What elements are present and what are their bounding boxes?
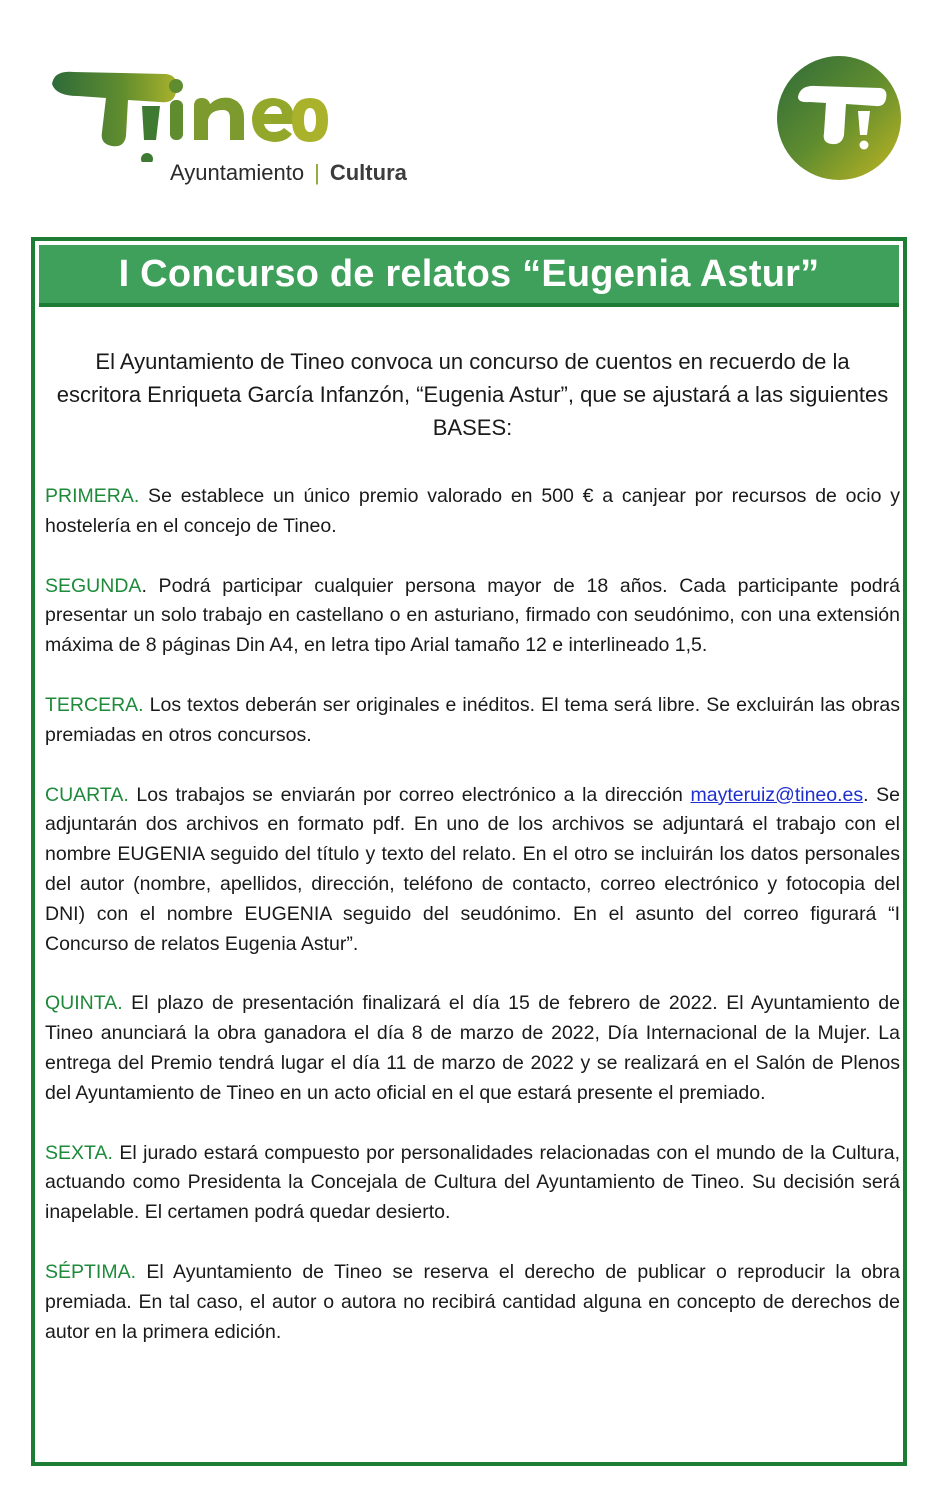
page-header xyxy=(0,0,934,230)
clause-label: TERCERA. xyxy=(45,693,144,716)
email-link[interactable]: mayteruiz@tineo.es xyxy=(690,783,864,806)
clause-text: . Podrá participar cualquier persona mayor de 18 años. Cada participante podrá presentar un solo trabajo en castellano o en asturiano, firmado con seudónimo, con una extensión máxima de 8 páginas Din A4, en letra tipo Arial tamaño 12 e interlineado 1,5. xyxy=(45,574,900,657)
clause-text: Los textos deberán ser originales e inéditos. El tema será libre. Se excluirán las obras premiadas en otros concursos. xyxy=(45,693,900,746)
title-bar xyxy=(39,245,899,307)
clause-septima xyxy=(45,1258,900,1347)
tineo-badge-icon xyxy=(776,55,902,181)
logo-subtitle-right: Cultura xyxy=(329,160,407,185)
logo-subtitle xyxy=(170,160,407,186)
clause-label: SEXTA. xyxy=(45,1141,113,1164)
rules-content xyxy=(45,345,900,1377)
contest-rules-frame xyxy=(31,237,907,1466)
clause-tercera xyxy=(45,691,900,751)
clause-cuarta xyxy=(45,781,900,960)
clause-text: El plazo de presentación finalizará el día 15 de febrero de 2022. El Ayuntamiento de Tineo anunciará la obra ganadora el día 8 de marzo de 2022, Día Internacional de la Mujer. La entrega del Premio tendrá lugar el día 11 de marzo de 2022 y se realizará en el Salón de Plenos del Ayuntamiento de Tineo en un acto oficial en el que estará presente el premiado. xyxy=(45,992,900,1104)
clause-label: QUINTA. xyxy=(45,992,123,1015)
clause-label: SEGUNDA xyxy=(45,574,142,597)
clause-text: El jurado estará compuesto por personalidades relacionadas con el mundo de la Cultura, actuando como Presidenta la Concejala de Cultura del Ayuntamiento de Tineo. Su decisión será inapelable. El certamen podrá quedar desierto. xyxy=(45,1141,900,1224)
clause-primera xyxy=(45,482,900,542)
clause-text: . Se adjuntarán dos archivos en formato pdf. En uno de los archivos se adjuntará el trabajo con el nombre EUGENIA seguido del título y texto del relato. En el otro se incluirán los datos personales del autor (nombre, apellidos, dirección, teléfono de contacto, correo electrónico y fotocopia del DNI) con el nombre EUGENIA seguido del seudónimo. En el asunto del correo figurará “I Concurso de relatos Eugenia Astur”. xyxy=(45,783,901,955)
logo-subtitle-left: Ayuntamiento xyxy=(170,160,305,185)
tineo-wordmark-icon xyxy=(48,62,328,162)
clause-quinta xyxy=(45,989,900,1108)
clause-label: SÉPTIMA. xyxy=(45,1260,137,1283)
logo-separator: | xyxy=(314,160,320,185)
intro-paragraph: El Ayuntamiento de Tineo convoca un concurso de cuentos en recuerdo de la escritora Enriqueta García Infanzón, “Eugenia Astur”, que se ajustará a las siguientes BASES: xyxy=(56,349,889,440)
page-title: I Concurso de relatos “Eugenia Astur” xyxy=(118,252,820,295)
clause-sexta xyxy=(45,1139,900,1228)
clause-text: El Ayuntamiento de Tineo se reserva el derecho de publicar o reproducir la obra premiada. En tal caso, el autor o autora no recibirá cantidad alguna en concepto de derechos de autor en la primera edición. xyxy=(45,1260,900,1343)
clause-label: PRIMERA. xyxy=(45,485,140,507)
clause-label: CUARTA. xyxy=(45,783,129,806)
clause-text: Los trabajos se enviarán por correo electrónico a la dirección xyxy=(128,783,691,806)
clause-text: Se establece un único premio valorado en 500 € a canjear por recursos de ocio y hostelería en el concejo de Tineo. xyxy=(45,485,900,537)
clause-segunda xyxy=(45,572,900,661)
tineo-logo xyxy=(48,62,448,192)
